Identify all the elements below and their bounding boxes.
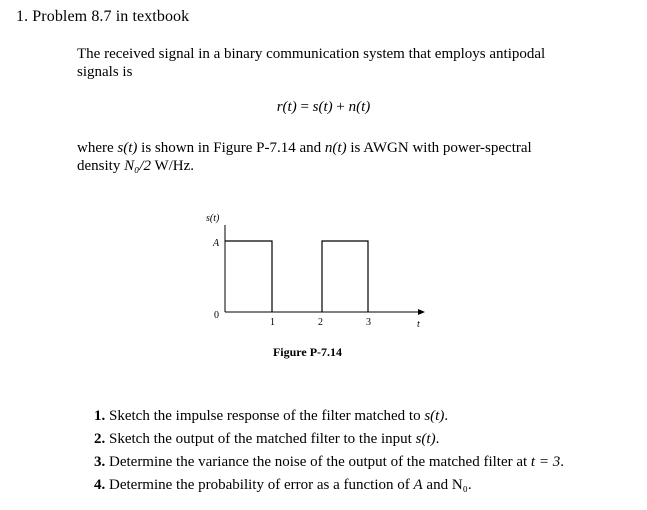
intro-line-1: The received signal in a binary communication system that employs antipodal [77,46,546,62]
task-number: 4. [94,477,106,493]
intro-line-2: signals is [77,64,133,80]
task-number: 2. [94,431,106,447]
task-item [94,405,564,428]
where-text: where [77,140,118,156]
task-math: A [413,477,423,493]
y-axis-label: s(t) [206,213,220,224]
where-math-n0: N₀/2 [124,158,151,174]
where-text: W/Hz. [150,158,195,174]
where-math-s: s(t) [117,140,138,156]
x-tick-label: 3 [366,317,371,328]
pulse-2 [322,241,368,312]
eq-term-s: s(t) [312,99,333,115]
where-text: density [77,158,125,174]
eq-equals: = [296,99,313,115]
task-math: t = 3 [530,454,561,470]
task-text: Sketch the impulse response of the filter matched to [109,408,425,424]
task-text: Determine the probability of error as a function of [109,477,414,493]
task-number: 3. [94,454,106,470]
where-text: is AWGN with power-spectral [346,140,532,156]
x-axis-label: t [417,319,420,330]
x-tick-label: 2 [318,317,323,328]
amplitude-label: A [213,238,220,249]
x-tick-label: 1 [270,317,275,328]
task-math: s(t) [424,408,445,424]
task-text: Determine the variance the noise of the output of the matched filter at [109,454,531,470]
where-math-n: n(t) [324,140,347,156]
problem-heading: 1. Problem 8.7 in textbook [16,8,190,25]
task-list [94,405,564,497]
figure-caption: Figure P-7.14 [272,345,343,359]
task-text: . [560,454,564,470]
task-text: and N₀. [422,477,472,493]
eq-plus: + [332,99,349,115]
task-item [94,428,564,451]
task-text: . [435,431,440,447]
task-item [94,474,564,497]
task-text: Sketch the output of the matched filter to the input [109,431,416,447]
task-item [94,451,564,474]
pulse-1 [225,241,272,312]
eq-lhs: r(t) [276,99,297,115]
where-text: is shown in Figure P-7.14 and [137,140,325,156]
task-number: 1. [94,408,106,424]
x-axis-arrow-icon [418,309,425,315]
task-math: s(t) [415,431,436,447]
eq-term-n: n(t) [348,99,371,115]
task-text: . [444,408,449,424]
zero-label: 0 [214,310,219,321]
